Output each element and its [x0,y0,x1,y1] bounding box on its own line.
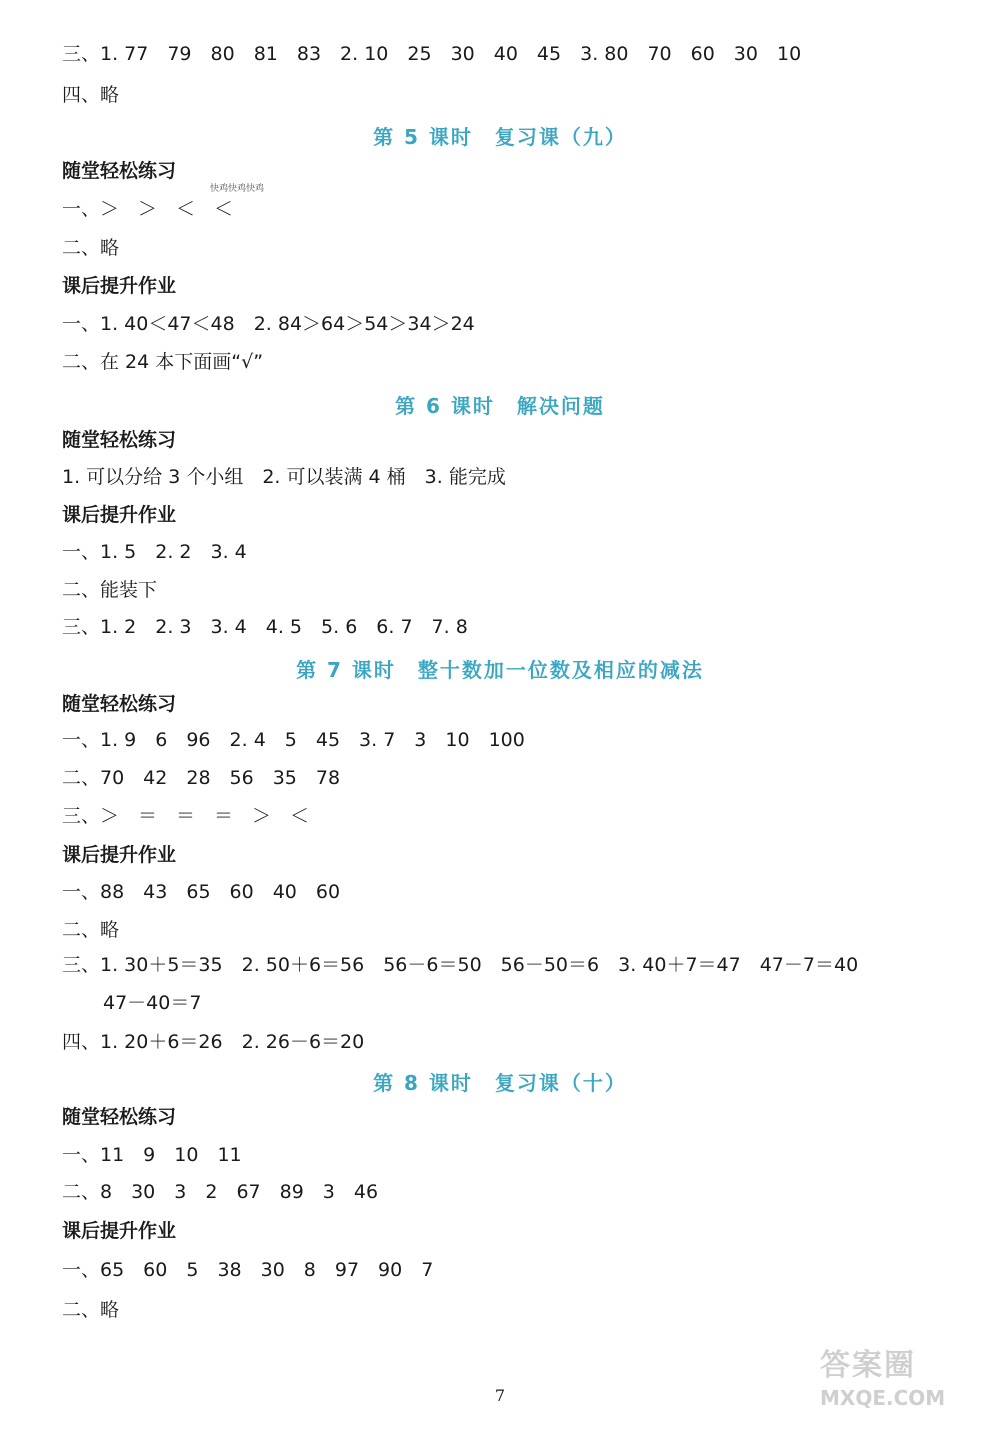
answer-line: 一、88 43 65 60 40 60 [62,881,341,903]
watermark-bottom: MXQE.COM [820,1386,946,1410]
section-heading: 课后提升作业 [62,275,177,297]
answer-line: 二、70 42 28 56 35 78 [62,767,341,789]
answer-line: 一、65 60 5 38 30 8 97 90 7 [62,1259,434,1281]
section-heading: 随堂轻松练习 [62,160,177,182]
scribble-note: 快鸡快鸡快鸡 [210,184,265,194]
watermark-top: 答案圈 [820,1348,916,1383]
answer-line: 二、能装下 [62,579,158,601]
answer-line: 三、＞ ＝ ＝ ＝ ＞ ＜ [62,805,310,827]
answer-line: 二、8 30 3 2 67 89 3 46 [62,1181,379,1203]
answer-line: 三、1. 30＋5＝35 2. 50＋6＝56 56－6＝50 56－50＝6 3. 40＋7＝47 47－7＝40 [62,954,859,976]
lesson-title: 第 6 课时 解决问题 [395,394,605,418]
page-number: 7 [494,1386,506,1405]
answer-line: 四、略 [62,84,120,106]
section-heading: 随堂轻松练习 [62,1106,177,1128]
answer-line: 二、在 24 本下面画“√” [62,351,264,373]
answer-line: 四、1. 20＋6＝26 2. 26－6＝20 [62,1031,365,1053]
section-heading: 课后提升作业 [62,1220,177,1242]
answer-line: 47－40＝7 [103,992,202,1014]
answer-line: 一、＞ ＞ ＜ ＜ [62,198,234,220]
answer-line: 二、略 [62,919,120,941]
answer-line: 三、1. 2 2. 3 3. 4 4. 5 5. 6 6. 7 7. 8 [62,616,468,638]
answer-line: 一、1. 5 2. 2 3. 4 [62,541,247,563]
section-heading: 课后提升作业 [62,844,177,866]
answer-line: 二、略 [62,1299,120,1321]
watermark-logo [820,1340,990,1425]
section-heading: 课后提升作业 [62,504,177,526]
section-heading: 随堂轻松练习 [62,429,177,451]
lesson-title: 第 5 课时 复习课（九） [373,125,627,149]
lesson-title: 第 8 课时 复习课（十） [373,1071,627,1095]
section-heading: 随堂轻松练习 [62,693,177,715]
answer-line: 一、1. 40＜47＜48 2. 84＞64＞54＞34＞24 [62,313,475,335]
answer-line: 1. 可以分给 3 个小组 2. 可以装满 4 桶 3. 能完成 [62,466,506,488]
answer-line: 二、略 [62,237,120,259]
answer-line: 一、11 9 10 11 [62,1144,242,1166]
lesson-title: 第 7 课时 整十数加一位数及相应的减法 [296,658,704,682]
answer-line: 一、1. 9 6 96 2. 4 5 45 3. 7 3 10 100 [62,729,525,751]
answer-line: 三、1. 77 79 80 81 83 2. 10 25 30 40 45 3. 80 70 60 30 10 [62,43,802,65]
